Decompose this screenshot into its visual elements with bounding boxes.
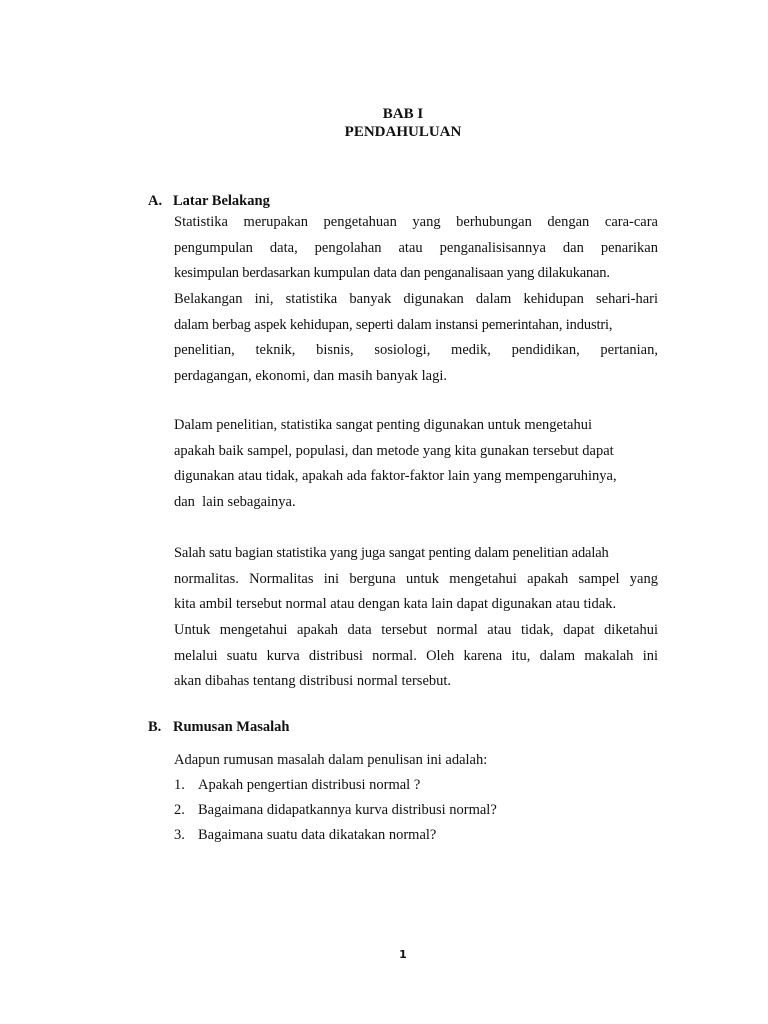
section-a-letter: A.	[148, 193, 163, 209]
paragraph-line: melalui suatu kurva distribusi normal. Oleh karena itu, dalam makalah ini	[174, 647, 658, 664]
paragraph-line: kita ambil tersebut normal atau dengan kata lain dapat digunakan atau tidak.	[174, 596, 617, 613]
paragraph-line: Dalam penelitian, statistika sangat penting digunakan untuk mengetahui	[174, 417, 592, 433]
list-number: 1.	[174, 777, 185, 793]
paragraph-background-1	[174, 210, 658, 390]
paragraph-line: akan dibahas tentang distribusi normal tersebut.	[174, 673, 452, 690]
paragraph-background-2	[174, 413, 658, 516]
section-a-title: Latar Belakang	[173, 193, 270, 209]
section-b-heading	[148, 717, 289, 737]
section-b-title: Rumusan Masalah	[173, 719, 290, 735]
section-b-intro	[174, 748, 658, 774]
chapter-label: BAB I	[382, 106, 424, 122]
paragraph-line: dan lain sebagainya.	[174, 494, 296, 511]
list-text: Apakah pengertian distribusi normal ?	[198, 777, 421, 793]
paragraph-line: dalam berbag aspek kehidupan, seperti dalam instansi pemerintahan, industri,	[174, 316, 613, 333]
list-text: Bagaimana didapatkannya kurva distribusi normal?	[198, 802, 497, 818]
paragraph-line: digunakan atau tidak, apakah ada faktor-faktor lain yang mempengaruhinya,	[174, 468, 617, 485]
page-number: 1	[399, 948, 407, 961]
chapter-title: PENDAHULUAN	[344, 124, 462, 140]
list-item	[174, 798, 658, 823]
paragraph-line: penelitian, teknik, bisnis, sosiologi, medik, pendidikan, pertanian,	[174, 342, 658, 359]
paragraph-line: perdagangan, ekonomi, dan masih banyak lagi.	[174, 368, 448, 385]
list-number: 2.	[174, 802, 185, 818]
paragraph-line: Untuk mengetahui apakah data tersebut normal atau tidak, dapat diketahui	[174, 622, 658, 639]
list-item	[174, 823, 658, 848]
paragraph-line: pengumpulan data, pengolahan atau penganalisisannya dan penarikan	[174, 239, 658, 256]
section-a-heading	[148, 191, 270, 211]
paragraph-line: apakah baik sampel, populasi, dan metode yang kita gunakan tersebut dapat	[174, 442, 614, 459]
list-item	[174, 773, 658, 798]
paragraph-line: normalitas. Normalitas ini berguna untuk mengetahui apakah sampel yang	[174, 570, 658, 587]
paragraph-line: Adapun rumusan masalah dalam penulisan ini adalah:	[174, 752, 488, 768]
list-text: Bagaimana suatu data dikatakan normal?	[198, 827, 437, 843]
paragraph-background-3	[174, 541, 658, 695]
paragraph-line: Belakangan ini, statistika banyak digunakan dalam kehidupan sehari-hari	[174, 291, 658, 308]
question-list	[174, 773, 658, 848]
section-b-letter: B.	[148, 719, 162, 735]
paragraph-line: kesimpulan berdasarkan kumpulan data dan penganalisaan yang dilakukanan.	[174, 265, 610, 282]
list-number: 3.	[174, 827, 185, 843]
paragraph-line: Statistika merupakan pengetahuan yang berhubungan dengan cara-cara	[174, 214, 658, 230]
paragraph-line: Salah satu bagian statistika yang juga sangat penting dalam penelitian adalah	[174, 545, 609, 561]
